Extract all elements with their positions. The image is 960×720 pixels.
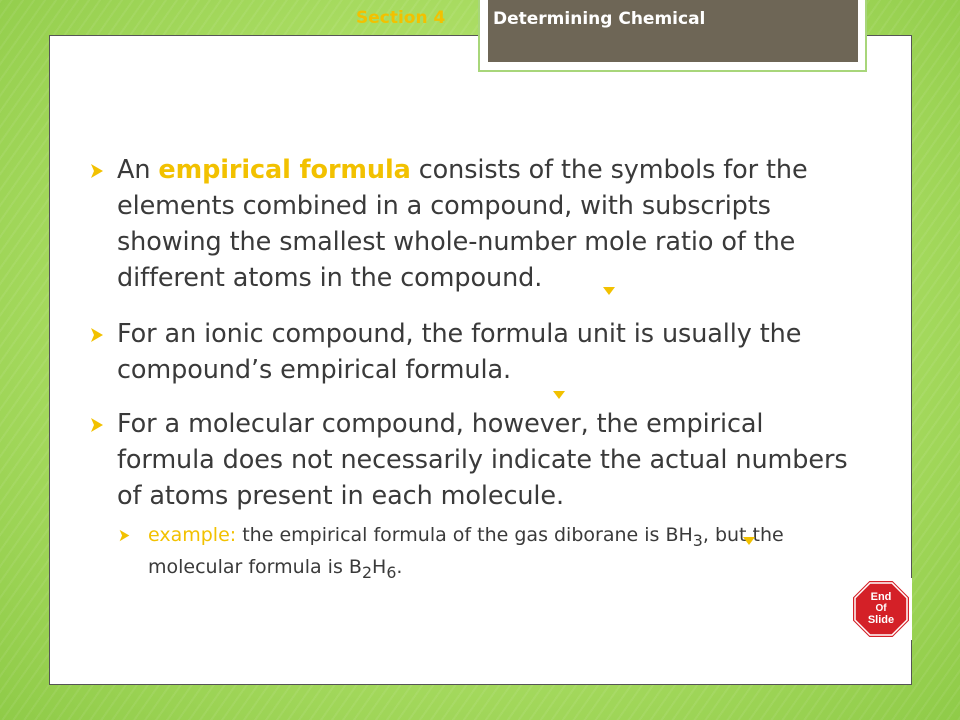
formula-b: B	[348, 555, 362, 578]
slide-title: Determining Chemical	[493, 9, 706, 29]
animation-marker-icon	[603, 287, 615, 295]
example-middle: , but the molecular formula is	[148, 524, 784, 578]
bullet-list	[89, 152, 859, 586]
example-end: .	[396, 555, 403, 578]
bullet-arrow-icon	[89, 327, 105, 343]
stop-sign-line3: Slide	[867, 614, 895, 626]
formula-h-subscript: 6	[386, 562, 397, 582]
formula-h: H	[372, 555, 387, 578]
bullet-ionic-compound	[89, 316, 859, 388]
example-prefix: example:	[148, 524, 237, 546]
example-text: the empirical formula of the gas diborane is	[236, 524, 666, 546]
bullet-molecular-compound	[89, 406, 859, 514]
bullet-text-after: consists of the symbols for the elements combined in a compound, with subscripts showing the smallest whole-number mole ratio of the different atoms in the compound.	[117, 155, 808, 293]
bullet-arrow-icon	[89, 417, 105, 433]
section-label: Section 4	[356, 8, 446, 28]
bullet-arrow-icon	[89, 163, 105, 179]
bullet-text: For an ionic compound, the formula unit is usually the compound’s empirical formula.	[117, 319, 802, 385]
end-of-slide-stop-sign[interactable]	[850, 578, 912, 640]
bullet-text-before: An	[117, 155, 159, 185]
sub-bullet-example	[118, 522, 848, 586]
formula-bh-subscript: 3	[692, 530, 703, 550]
animation-marker-icon	[553, 391, 565, 399]
sub-bullet-arrow-icon	[118, 529, 131, 542]
stop-sign-line1: End	[870, 591, 892, 603]
stop-sign-line2: Of	[875, 603, 887, 614]
formula-b-subscript: 2	[361, 562, 373, 582]
bullet-empirical-formula	[89, 152, 859, 296]
highlight-term: empirical formula	[158, 155, 411, 185]
bullet-text: For a molecular compound, however, the empirical formula does not necessarily indicate the actual numbers of atoms present in each molecule.	[117, 409, 848, 511]
animation-marker-icon	[743, 537, 755, 545]
formula-bh: BH	[665, 524, 693, 546]
